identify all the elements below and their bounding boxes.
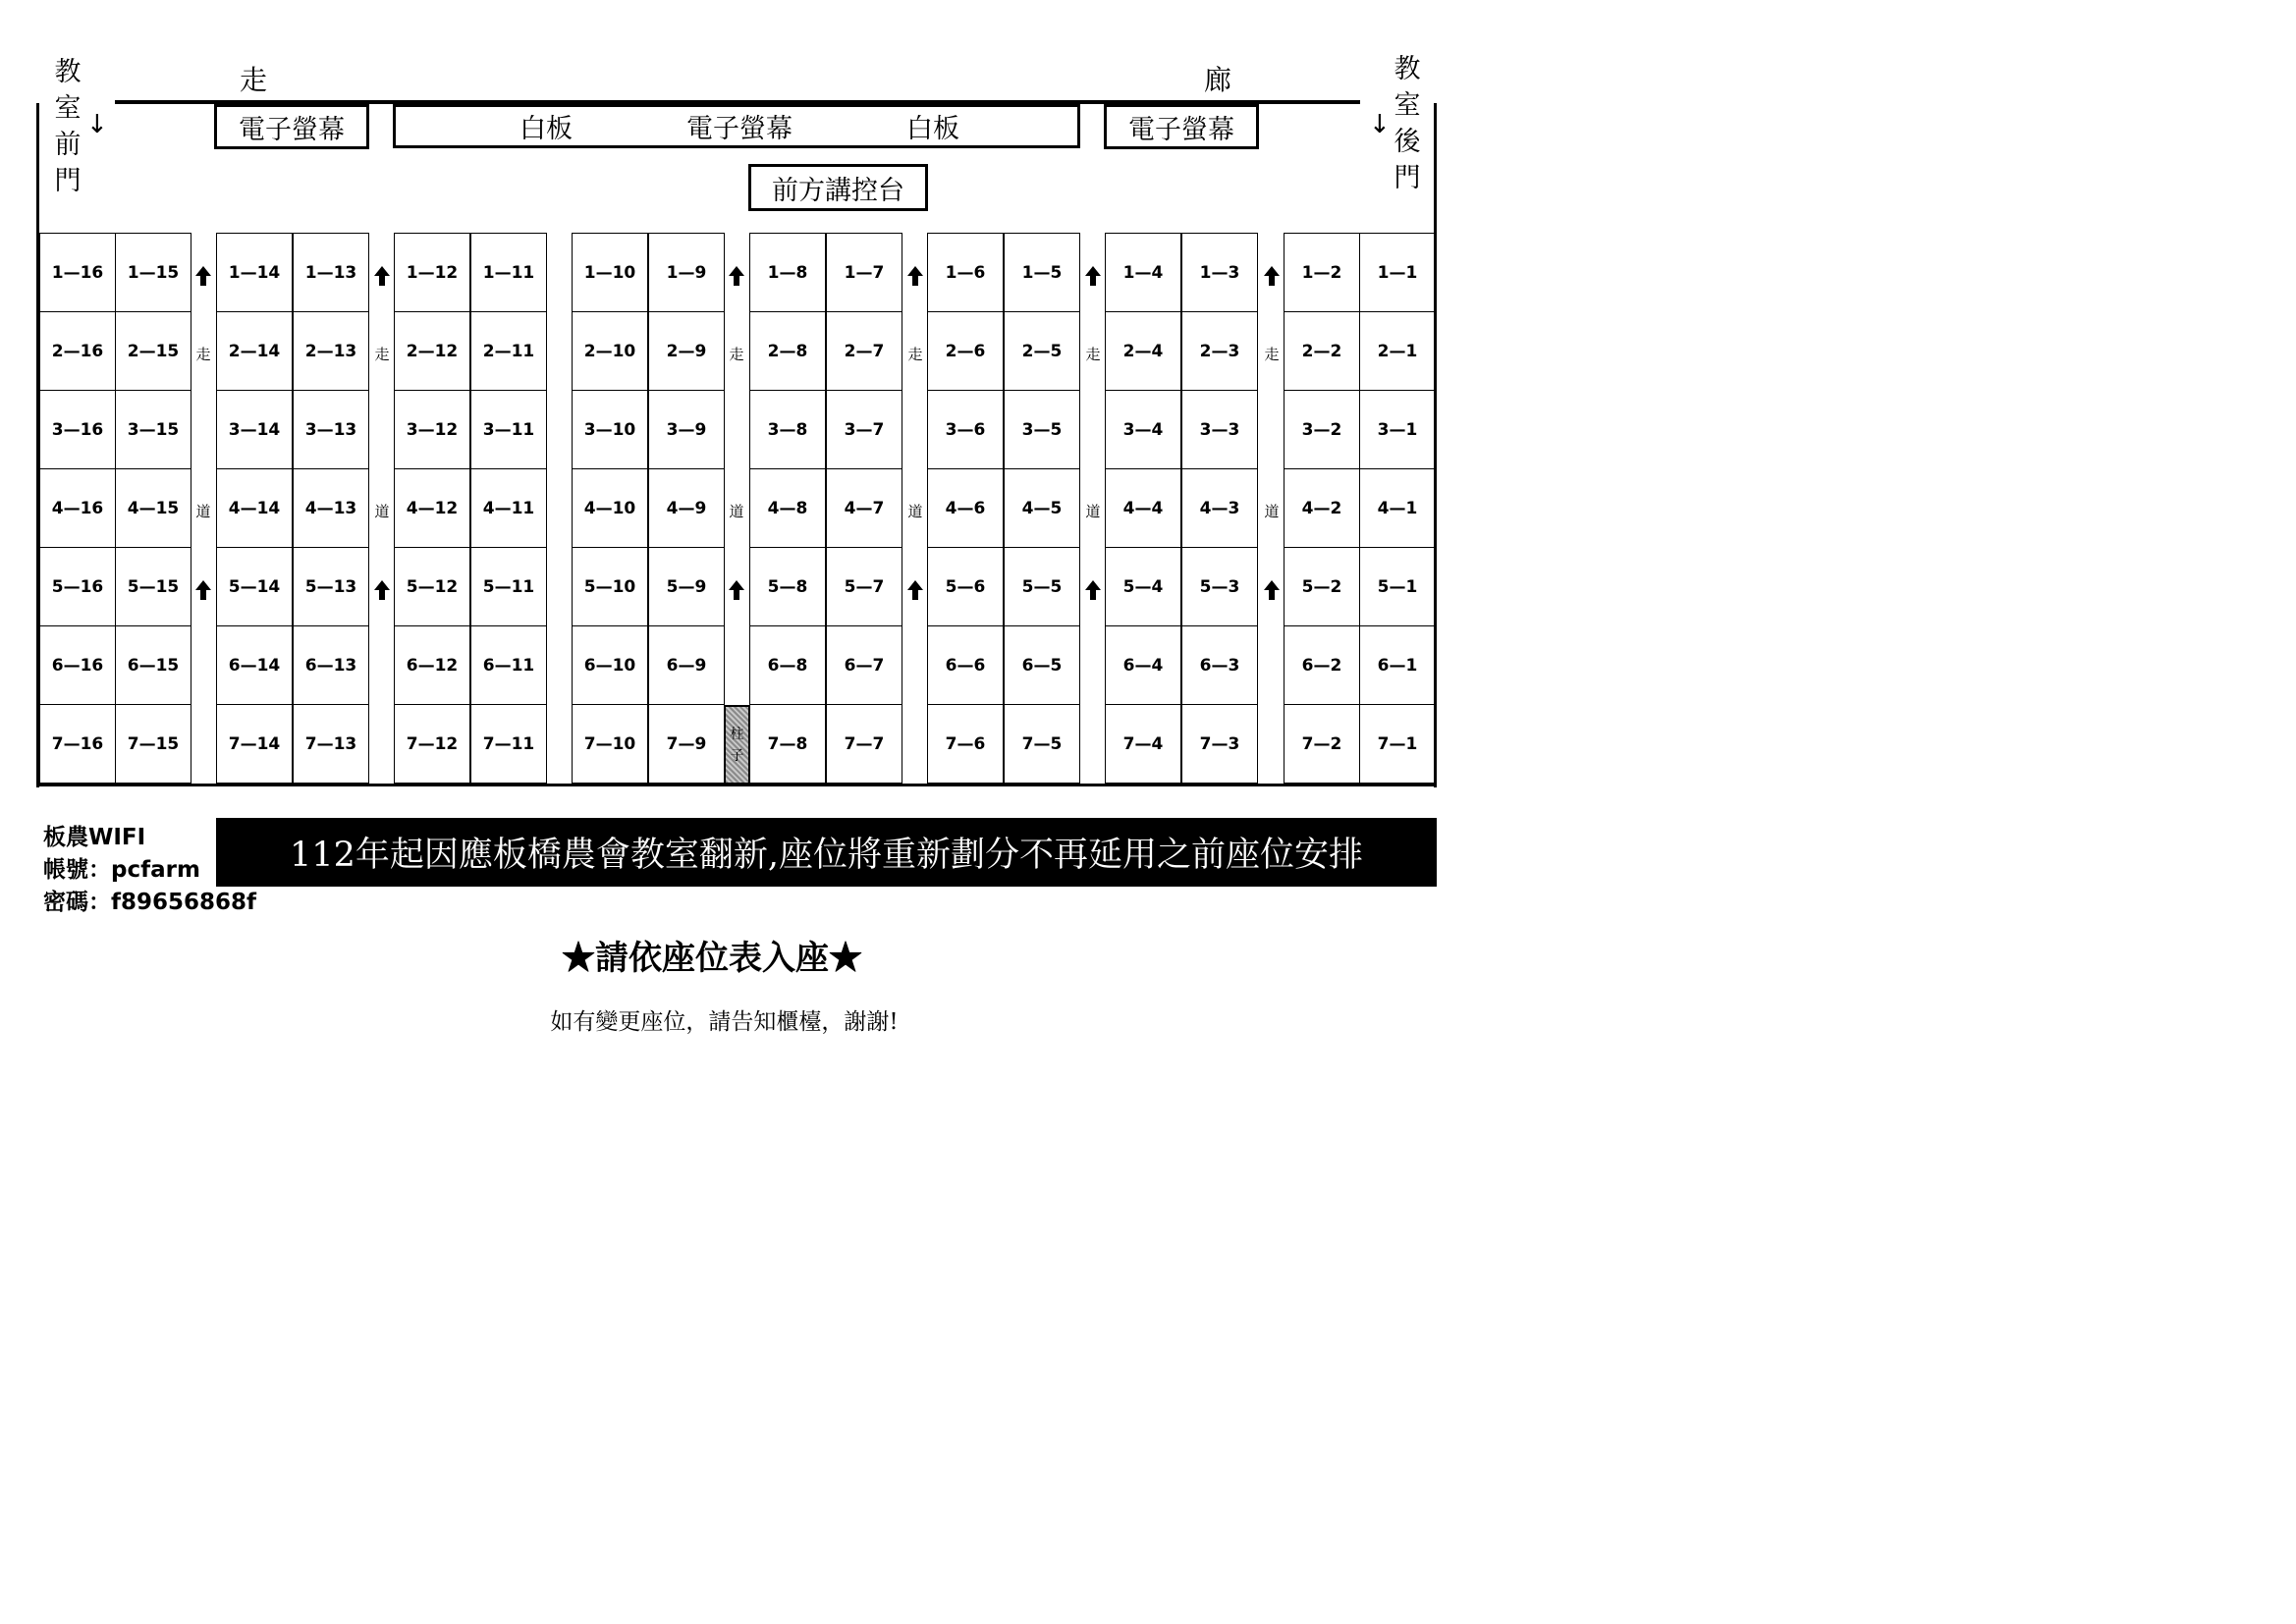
seat-1-2: 1—2 (1284, 233, 1360, 312)
pillar-char: 柱 (730, 726, 744, 742)
screen-right: 電子螢幕 (1104, 104, 1259, 149)
front-door-char: 門 (54, 166, 82, 196)
seat-7-1: 7—1 (1359, 704, 1436, 784)
seat-3-7: 3—7 (826, 390, 902, 469)
seat-4-6: 4—6 (927, 468, 1004, 548)
seat-4-7: 4—7 (826, 468, 902, 548)
back-door-arrow-icon: ↓ (1369, 110, 1391, 139)
seat-2-7: 2—7 (826, 311, 902, 391)
seat-4-14: 4—14 (216, 468, 293, 548)
seat-3-11: 3—11 (470, 390, 547, 469)
screen-center: 電子螢幕 (686, 114, 793, 144)
seat-4-9: 4—9 (648, 468, 725, 548)
seat-6-10: 6—10 (572, 625, 648, 705)
wifi-account: 帳號：pcfarm (43, 857, 200, 883)
aisle-char: 走 (374, 346, 390, 363)
seat-7-6: 7—6 (927, 704, 1004, 784)
podium: 前方講控台 (748, 164, 928, 211)
seat-2-4: 2—4 (1105, 311, 1181, 391)
aisle-char: 走 (729, 346, 744, 363)
front-door-arrow-icon: ↓ (86, 110, 108, 139)
seat-2-6: 2—6 (927, 311, 1004, 391)
seat-5-10: 5—10 (572, 547, 648, 626)
aisle-arrow-up-icon (906, 579, 924, 601)
seat-3-5: 3—5 (1004, 390, 1080, 469)
seat-7-7: 7—7 (826, 704, 902, 784)
seat-2-5: 2—5 (1004, 311, 1080, 391)
aisle-arrow-up-icon (1263, 265, 1281, 287)
seat-3-2: 3—2 (1284, 390, 1360, 469)
seat-1-11: 1—11 (470, 233, 547, 312)
seat-6-15: 6—15 (115, 625, 191, 705)
seat-3-10: 3—10 (572, 390, 648, 469)
whiteboard-left: 白板 (519, 114, 573, 144)
seat-1-8: 1—8 (749, 233, 826, 312)
seat-5-13: 5—13 (293, 547, 369, 626)
aisle-char: 道 (374, 503, 390, 520)
seat-7-8: 7—8 (749, 704, 826, 784)
seat-2-12: 2—12 (394, 311, 470, 391)
aisle-arrow-up-icon (194, 579, 212, 601)
seat-5-6: 5—6 (927, 547, 1004, 626)
seat-7-3: 7—3 (1181, 704, 1258, 784)
aisle-arrow-up-icon (1084, 579, 1102, 601)
seat-6-2: 6—2 (1284, 625, 1360, 705)
seat-5-7: 5—7 (826, 547, 902, 626)
notice-banner: 112年起因應板橋農會教室翻新,座位將重新劃分不再延用之前座位安排 (216, 818, 1437, 887)
aisle-arrow-up-icon (1084, 265, 1102, 287)
seat-3-3: 3—3 (1181, 390, 1258, 469)
seat-6-6: 6—6 (927, 625, 1004, 705)
aisle-arrow-up-icon (373, 579, 391, 601)
seat-2-16: 2—16 (39, 311, 116, 391)
seat-7-2: 7—2 (1284, 704, 1360, 784)
back-door-char: 室 (1394, 90, 1421, 121)
seat-1-13: 1—13 (293, 233, 369, 312)
page-title: ★請依座位表入座★ (562, 939, 862, 978)
seat-2-11: 2—11 (470, 311, 547, 391)
seat-5-4: 5—4 (1105, 547, 1181, 626)
seat-6-11: 6—11 (470, 625, 547, 705)
aisle-char: 道 (1085, 503, 1101, 520)
seat-5-5: 5—5 (1004, 547, 1080, 626)
seat-1-6: 1—6 (927, 233, 1004, 312)
seat-5-16: 5—16 (39, 547, 116, 626)
aisle-char: 道 (1264, 503, 1280, 520)
seat-2-1: 2—1 (1359, 311, 1436, 391)
aisle-char: 走 (907, 346, 923, 363)
seat-6-8: 6—8 (749, 625, 826, 705)
aisle-arrow-up-icon (194, 265, 212, 287)
aisle-char: 走 (1085, 346, 1101, 363)
back-door-char: 門 (1394, 163, 1421, 193)
whiteboard-right: 白板 (906, 114, 959, 144)
seat-6-7: 6—7 (826, 625, 902, 705)
aisle-char: 道 (729, 503, 744, 520)
seat-1-5: 1—5 (1004, 233, 1080, 312)
seat-1-9: 1—9 (648, 233, 725, 312)
screen-left: 電子螢幕 (214, 104, 369, 149)
seat-2-9: 2—9 (648, 311, 725, 391)
seat-4-13: 4—13 (293, 468, 369, 548)
seat-5-15: 5—15 (115, 547, 191, 626)
seat-4-15: 4—15 (115, 468, 191, 548)
back-door-char: 後 (1394, 127, 1421, 157)
seat-2-10: 2—10 (572, 311, 648, 391)
seat-6-1: 6—1 (1359, 625, 1436, 705)
seat-5-9: 5—9 (648, 547, 725, 626)
seat-2-8: 2—8 (749, 311, 826, 391)
seat-1-1: 1—1 (1359, 233, 1436, 312)
seat-5-14: 5—14 (216, 547, 293, 626)
seat-6-9: 6—9 (648, 625, 725, 705)
seat-4-12: 4—12 (394, 468, 470, 548)
seat-4-5: 4—5 (1004, 468, 1080, 548)
seat-4-4: 4—4 (1105, 468, 1181, 548)
seat-4-2: 4—2 (1284, 468, 1360, 548)
seat-7-4: 7—4 (1105, 704, 1181, 784)
seat-1-7: 1—7 (826, 233, 902, 312)
aisle-arrow-up-icon (1263, 579, 1281, 601)
seat-1-4: 1—4 (1105, 233, 1181, 312)
seat-3-12: 3—12 (394, 390, 470, 469)
seat-3-4: 3—4 (1105, 390, 1181, 469)
seat-7-12: 7—12 (394, 704, 470, 784)
wifi-password: 密碼：f89656868f (43, 890, 257, 915)
seat-3-1: 3—1 (1359, 390, 1436, 469)
pillar (724, 705, 750, 785)
seat-6-14: 6—14 (216, 625, 293, 705)
seat-1-14: 1—14 (216, 233, 293, 312)
wifi-name: 板農WIFI (43, 825, 146, 850)
seat-2-2: 2—2 (1284, 311, 1360, 391)
seat-5-1: 5—1 (1359, 547, 1436, 626)
seat-7-10: 7—10 (572, 704, 648, 784)
seat-7-11: 7—11 (470, 704, 547, 784)
seat-3-8: 3—8 (749, 390, 826, 469)
back-door-char: 教 (1394, 54, 1421, 84)
seat-5-8: 5—8 (749, 547, 826, 626)
seat-3-9: 3—9 (648, 390, 725, 469)
front-door-char: 前 (54, 130, 82, 160)
seat-7-15: 7—15 (115, 704, 191, 784)
seat-7-13: 7—13 (293, 704, 369, 784)
seat-5-12: 5—12 (394, 547, 470, 626)
corridor-label-right: 廊 (1204, 64, 1232, 96)
corridor-label-left: 走 (240, 64, 268, 96)
seat-4-11: 4—11 (470, 468, 547, 548)
seat-2-3: 2—3 (1181, 311, 1258, 391)
seat-1-15: 1—15 (115, 233, 191, 312)
footer-note: 如有變更座位，請告知櫃檯，謝謝! (550, 1009, 899, 1035)
seat-6-5: 6—5 (1004, 625, 1080, 705)
seat-4-3: 4—3 (1181, 468, 1258, 548)
aisle-arrow-up-icon (906, 265, 924, 287)
seat-3-14: 3—14 (216, 390, 293, 469)
seat-2-14: 2—14 (216, 311, 293, 391)
seat-3-6: 3—6 (927, 390, 1004, 469)
seat-7-16: 7—16 (39, 704, 116, 784)
seat-1-16: 1—16 (39, 233, 116, 312)
seat-5-2: 5—2 (1284, 547, 1360, 626)
whiteboard-panel (393, 104, 1080, 148)
aisle-arrow-up-icon (728, 579, 745, 601)
seat-1-10: 1—10 (572, 233, 648, 312)
seat-4-16: 4—16 (39, 468, 116, 548)
pillar-char: 子 (730, 747, 744, 764)
seat-6-13: 6—13 (293, 625, 369, 705)
seat-3-15: 3—15 (115, 390, 191, 469)
aisle-char: 走 (195, 346, 211, 363)
seat-3-13: 3—13 (293, 390, 369, 469)
seat-4-8: 4—8 (749, 468, 826, 548)
aisle-arrow-up-icon (728, 265, 745, 287)
seat-4-10: 4—10 (572, 468, 648, 548)
seat-6-3: 6—3 (1181, 625, 1258, 705)
seat-7-5: 7—5 (1004, 704, 1080, 784)
front-door-char: 教 (54, 57, 82, 87)
seat-7-9: 7—9 (648, 704, 725, 784)
seat-6-12: 6—12 (394, 625, 470, 705)
aisle-char: 道 (907, 503, 923, 520)
aisle-char: 走 (1264, 346, 1280, 363)
seat-3-16: 3—16 (39, 390, 116, 469)
seat-2-13: 2—13 (293, 311, 369, 391)
seat-1-12: 1—12 (394, 233, 470, 312)
seat-2-15: 2—15 (115, 311, 191, 391)
seat-6-4: 6—4 (1105, 625, 1181, 705)
front-door-char: 室 (54, 93, 82, 124)
aisle-char: 道 (195, 503, 211, 520)
seat-5-3: 5—3 (1181, 547, 1258, 626)
seat-7-14: 7—14 (216, 704, 293, 784)
seat-1-3: 1—3 (1181, 233, 1258, 312)
seat-6-16: 6—16 (39, 625, 116, 705)
seat-4-1: 4—1 (1359, 468, 1436, 548)
seat-5-11: 5—11 (470, 547, 547, 626)
aisle-arrow-up-icon (373, 265, 391, 287)
